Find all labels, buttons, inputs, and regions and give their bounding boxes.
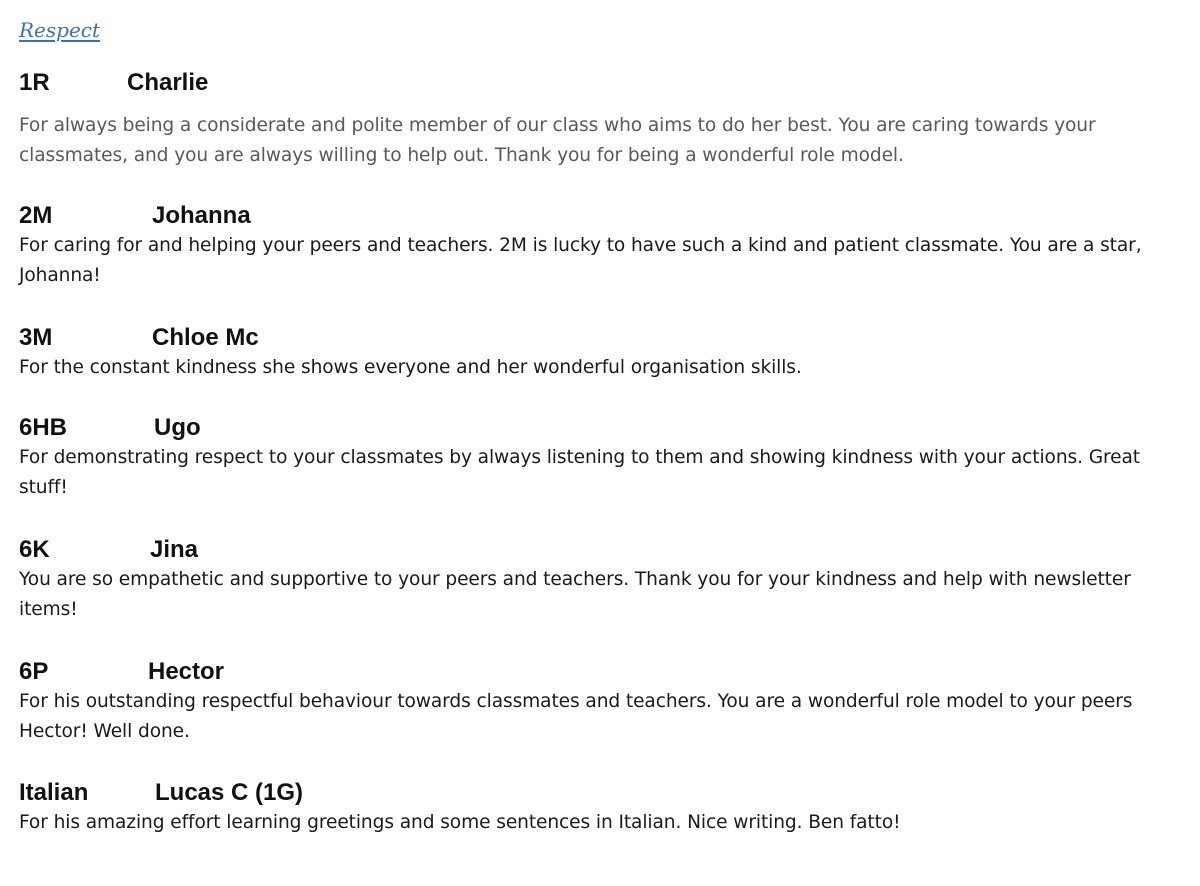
entry-header	[19, 323, 1189, 353]
award-entry-charlie	[19, 68, 1189, 171]
entry-header	[19, 68, 1189, 98]
student-name: Hector	[148, 658, 225, 685]
class-label: 2M	[19, 202, 53, 229]
class-label: 3M	[19, 324, 53, 351]
award-description: For always being a considerate and polite member of our class who aims to do her best. You are caring towards your classmates, and you are always willing to help out. Thank you for being a wonderful role model.	[19, 115, 1096, 166]
award-entry-chloe	[19, 323, 1189, 383]
student-name: Ugo	[154, 414, 201, 441]
class-label: 6HB	[19, 414, 68, 441]
student-name: Jina	[150, 536, 199, 563]
student-name: Charlie	[127, 69, 209, 96]
award-entry-johanna	[19, 201, 1189, 291]
class-label: 6K	[19, 536, 50, 563]
student-name: Johanna	[152, 202, 251, 229]
entry-header	[19, 201, 1189, 231]
entry-header	[19, 535, 1189, 565]
respect-heading-link[interactable]: Respect	[19, 18, 101, 42]
award-entry-jina	[19, 535, 1189, 625]
student-name: Lucas C (1G)	[155, 779, 304, 806]
award-description: For demonstrating respect to your classmates by always listening to them and showing kindness with your actions. Great stuff!	[19, 447, 1140, 498]
award-description: For his outstanding respectful behaviour towards classmates and teachers. You are a wonderful role model to your peers Hector! Well done.	[19, 691, 1133, 742]
entry-header	[19, 657, 1189, 687]
award-entry-lucas	[19, 778, 1189, 838]
award-description: For the constant kindness she shows everyone and her wonderful organisation skills.	[19, 357, 802, 378]
entry-header	[19, 778, 1189, 808]
class-label: 6P	[19, 658, 49, 685]
award-description: You are so empathetic and supportive to your peers and teachers. Thank you for your kindness and help with newsletter items!	[19, 569, 1131, 620]
entry-header	[19, 413, 1189, 443]
student-name: Chloe Mc	[152, 324, 259, 351]
award-description: For his amazing effort learning greetings and some sentences in Italian. Nice writing. Ben fatto!	[19, 812, 901, 833]
award-description: For caring for and helping your peers and teachers. 2M is lucky to have such a kind and patient classmate. You are a star, Johanna!	[19, 235, 1142, 286]
award-entry-ugo	[19, 413, 1189, 503]
class-label: 1R	[19, 69, 50, 96]
class-label: Italian	[19, 779, 89, 806]
award-entry-hector	[19, 657, 1189, 747]
